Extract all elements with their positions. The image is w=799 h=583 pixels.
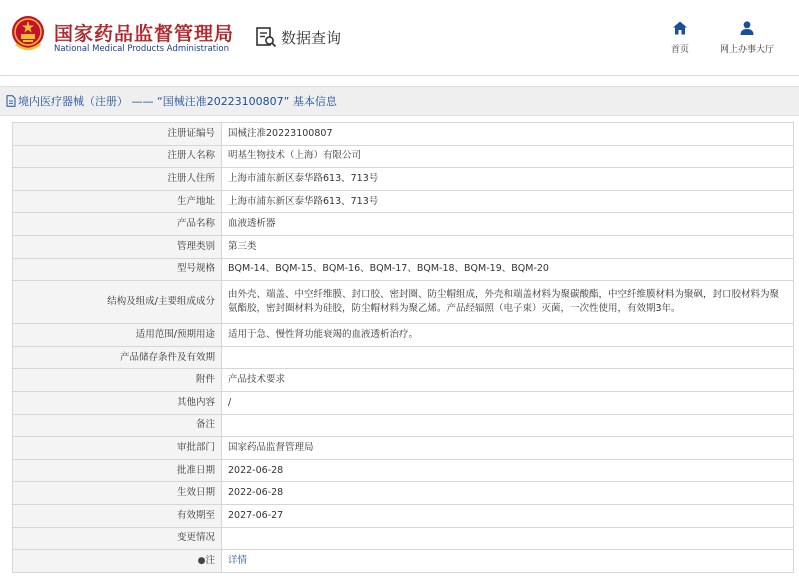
field-label: 批准日期 bbox=[13, 459, 222, 482]
user-icon bbox=[739, 20, 755, 36]
field-label: 管理类别 bbox=[13, 235, 222, 258]
field-value: 国家药品监督管理局 bbox=[222, 437, 794, 460]
field-label: 有效期至 bbox=[13, 504, 222, 527]
registration-detail-table bbox=[12, 122, 794, 573]
document-icon bbox=[6, 95, 16, 107]
field-value: 由外壳、端盖、中空纤维膜、封口胶、密封圈、防尘帽组成，外壳和端盖材料为聚碳酸酯，中空纤维膜材料为聚砜，封口胶材料为聚氨酯胶，密封圈材料为硅胶，防尘帽材料为聚乙烯。产品经辐照（电子束）灭菌，一次性使用，有效期3年。 bbox=[222, 281, 794, 324]
field-label: 变更情况 bbox=[13, 527, 222, 550]
nav-home[interactable] bbox=[645, 20, 715, 55]
field-label: 产品储存条件及有效期 bbox=[13, 346, 222, 369]
brand-title-cn: 国家药品监督管理局 bbox=[54, 23, 235, 45]
site-header bbox=[0, 0, 799, 76]
home-icon bbox=[672, 20, 688, 36]
field-label: 产品名称 bbox=[13, 213, 222, 236]
field-label: 备注 bbox=[13, 414, 222, 437]
field-value: BQM-14、BQM-15、BQM-16、BQM-17、BQM-18、BQM-19、BQM-20 bbox=[222, 258, 794, 281]
table-row bbox=[13, 213, 794, 236]
field-value: 2027-06-27 bbox=[222, 504, 794, 527]
table-row bbox=[13, 527, 794, 550]
note-label: 注 bbox=[205, 554, 215, 566]
breadcrumb bbox=[0, 86, 799, 116]
nav-office-label: 网上办事大厅 bbox=[719, 45, 774, 55]
table-row bbox=[13, 145, 794, 168]
field-label: 生效日期 bbox=[13, 482, 222, 505]
details-link[interactable]: 详情 bbox=[228, 554, 248, 566]
field-value bbox=[222, 550, 794, 573]
table-row bbox=[13, 414, 794, 437]
document-search-icon bbox=[255, 26, 277, 48]
table-row bbox=[13, 168, 794, 191]
field-value: 国械注准20223100807 bbox=[222, 123, 794, 146]
table-row bbox=[13, 504, 794, 527]
field-label: 审批部门 bbox=[13, 437, 222, 460]
nav-home-label: 首页 bbox=[670, 45, 689, 55]
field-value: 产品技术要求 bbox=[222, 369, 794, 392]
field-value: 上海市浦东新区泰华路613、713号 bbox=[222, 190, 794, 213]
note-bullet: ● bbox=[197, 555, 206, 566]
table-row bbox=[13, 324, 794, 347]
field-label: 型号规格 bbox=[13, 258, 222, 281]
table-row bbox=[13, 550, 794, 573]
field-value: 第三类 bbox=[222, 235, 794, 258]
field-label: 注册人住所 bbox=[13, 168, 222, 191]
table-row bbox=[13, 482, 794, 505]
field-label: 其他内容 bbox=[13, 391, 222, 414]
table-row bbox=[13, 391, 794, 414]
field-value: 2022-06-28 bbox=[222, 482, 794, 505]
field-label: 生产地址 bbox=[13, 190, 222, 213]
field-value: 上海市浦东新区泰华路613、713号 bbox=[222, 168, 794, 191]
table-row bbox=[13, 190, 794, 213]
field-value bbox=[222, 527, 794, 550]
field-value: 明基生物技术（上海）有限公司 bbox=[222, 145, 794, 168]
data-query-title bbox=[255, 24, 341, 50]
field-value bbox=[222, 414, 794, 437]
national-emblem-icon bbox=[10, 14, 46, 54]
field-value: 2022-06-28 bbox=[222, 459, 794, 482]
field-label: 注册证编号 bbox=[13, 123, 222, 146]
field-label: 结构及组成/主要组成成分 bbox=[13, 281, 222, 324]
field-label: 注册人名称 bbox=[13, 145, 222, 168]
table-row bbox=[13, 235, 794, 258]
table-row bbox=[13, 258, 794, 281]
field-value: 血液透析器 bbox=[222, 213, 794, 236]
table-row bbox=[13, 437, 794, 460]
table-row bbox=[13, 459, 794, 482]
field-label: 适用范围/预期用途 bbox=[13, 324, 222, 347]
table-row bbox=[13, 346, 794, 369]
query-label: 数据查询 bbox=[281, 28, 342, 47]
field-value: / bbox=[222, 391, 794, 414]
table-row bbox=[13, 281, 794, 324]
breadcrumb-text: 境内医疗器械（注册） —— “国械注准20223100807” 基本信息 bbox=[18, 95, 337, 108]
table-row bbox=[13, 123, 794, 146]
nav-online-office[interactable] bbox=[712, 20, 782, 55]
table-row bbox=[13, 369, 794, 392]
field-value bbox=[222, 346, 794, 369]
field-label bbox=[13, 550, 222, 573]
brand-title-en: National Medical Products Administration bbox=[54, 44, 229, 54]
field-value: 适用于急、慢性肾功能衰竭的血液透析治疗。 bbox=[222, 324, 794, 347]
field-label: 附件 bbox=[13, 369, 222, 392]
